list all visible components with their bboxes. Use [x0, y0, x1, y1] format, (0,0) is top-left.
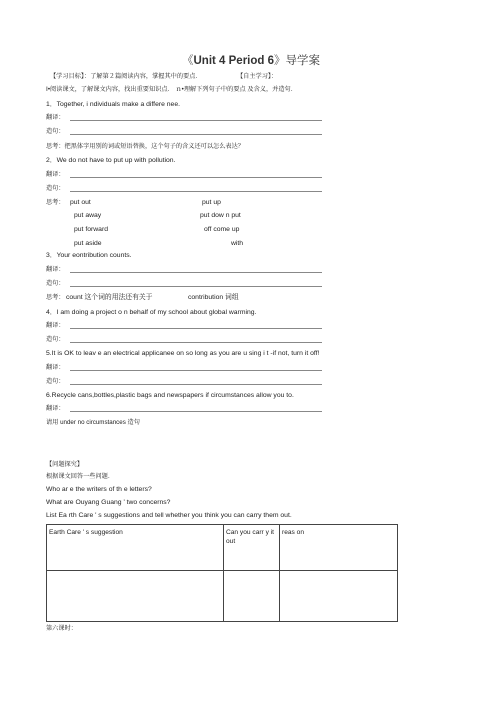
- item-4-translate-label: 翻译：: [46, 322, 65, 329]
- phrase-put-out: put out: [70, 199, 91, 206]
- item-5-sentence-label: 造句：: [46, 378, 65, 385]
- item-4-translate-line[interactable]: [70, 328, 322, 329]
- item-1-think: 思考：把黑体字用别的词或短语替换，这个句子的含义还可以怎么表达？: [46, 143, 244, 150]
- table-divider-1: [223, 525, 224, 621]
- item-3-sentence-line[interactable]: [70, 286, 322, 287]
- item-4-sentence-label: 造句：: [46, 336, 65, 343]
- footer-lesson: 第六课时：: [46, 625, 77, 632]
- item-6-extra: 请用 under no circumstances 造句: [46, 419, 140, 426]
- table-cell-carry-out[interactable]: [226, 573, 276, 619]
- item-6: 6.Recycle cans,bottles,plastic bags and newspapers if circumstances allow you to.: [46, 392, 294, 399]
- item-3-translate-line[interactable]: [70, 272, 322, 273]
- question-3: List Ea rth Care ' s suggestions and tell whether you think you can carry them out.: [46, 512, 292, 519]
- table-header-carry-out: Can you carr y it out: [226, 529, 275, 545]
- item-3-think-text: count 这个词的用法还有关于: [66, 294, 153, 301]
- table-divider-2: [279, 525, 280, 621]
- table-header-suggestion: Earth Care ' s suggestion: [49, 529, 123, 536]
- item-3-think-label: 思考：: [46, 294, 65, 301]
- suggestions-table: [46, 524, 398, 622]
- phrase-with: with: [231, 240, 244, 247]
- phrase-put-down: put dow n put: [200, 212, 241, 219]
- item-2-translate-line[interactable]: [70, 177, 322, 178]
- item-2-think-label: 思考：: [46, 199, 65, 206]
- item-1: 1．Together, i ndividuals make a differe nee.: [46, 101, 181, 108]
- item-2-sentence-label: 造句：: [46, 185, 65, 192]
- explore-heading: 【问题探究】: [46, 461, 84, 468]
- phrase-put-up: put up: [202, 199, 221, 206]
- title-prefix: 《: [181, 55, 194, 67]
- item-2-sentence-line[interactable]: [70, 191, 322, 192]
- phrase-put-away: put away: [74, 212, 102, 219]
- question-1: Who ar e the writers of th e letters?: [46, 486, 152, 493]
- table-cell-reason[interactable]: [282, 573, 394, 619]
- item-5-translate-line[interactable]: [70, 370, 322, 371]
- item-1-translate-label: 翻译：: [46, 114, 65, 121]
- item-5: 5.It is OK to leav e an electrical applicanee on so long as you are u sing i t -if not, turn it off!: [46, 350, 320, 357]
- item-6-translate-line[interactable]: [70, 411, 322, 412]
- item-3-translate-label: 翻译：: [46, 266, 65, 273]
- table-cell-suggestion[interactable]: [49, 573, 221, 619]
- item-2: 2．We do not have to put up with pollution.: [46, 157, 176, 164]
- item-4-sentence-line[interactable]: [70, 342, 322, 343]
- item-1-translate-line[interactable]: [70, 120, 322, 121]
- item-6-translate-label: 翻译：: [46, 405, 65, 412]
- item-1-sentence-label: 造句：: [46, 128, 65, 135]
- title-suffix: 》导学案: [274, 55, 321, 67]
- item-3-sentence-label: 造句：: [46, 280, 65, 287]
- learning-goal: 【学习目标】：了解第２篇阅读内容，掌握其中的要点．: [50, 73, 202, 80]
- self-study-heading: 【自主学习】：: [237, 73, 278, 80]
- item-3: 3．Your eontribution counts.: [46, 252, 132, 259]
- item-4: 4．I am doing a project o n behalf of my school about global warming.: [46, 309, 257, 316]
- item-5-sentence-line[interactable]: [70, 384, 322, 385]
- question-2: What are Ouyang Guang ' two concerns?: [46, 499, 171, 506]
- item-1-sentence-line[interactable]: [70, 134, 322, 135]
- phrase-come-up: off come up: [204, 226, 240, 233]
- item-3-think-tail: contribution 词组: [188, 294, 239, 301]
- explore-intro: 根据课文回答一些问题．: [46, 473, 115, 480]
- table-row-divider: [47, 570, 397, 571]
- page-title: [0, 52, 502, 68]
- instruction-text: Ⅰ•阅读课文，了解课文内容，找出重要知识点． ｎ•理解下列句子中的要点 及含义，并造句．: [46, 86, 297, 93]
- phrase-put-forward: put forward: [74, 226, 109, 233]
- phrase-put-aside: put aside: [74, 240, 102, 247]
- item-5-translate-label: 翻译：: [46, 364, 65, 371]
- item-2-translate-label: 翻译：: [46, 171, 65, 178]
- table-header-reason: reas on: [282, 529, 304, 536]
- title-main: Unit 4 Period 6: [193, 55, 275, 67]
